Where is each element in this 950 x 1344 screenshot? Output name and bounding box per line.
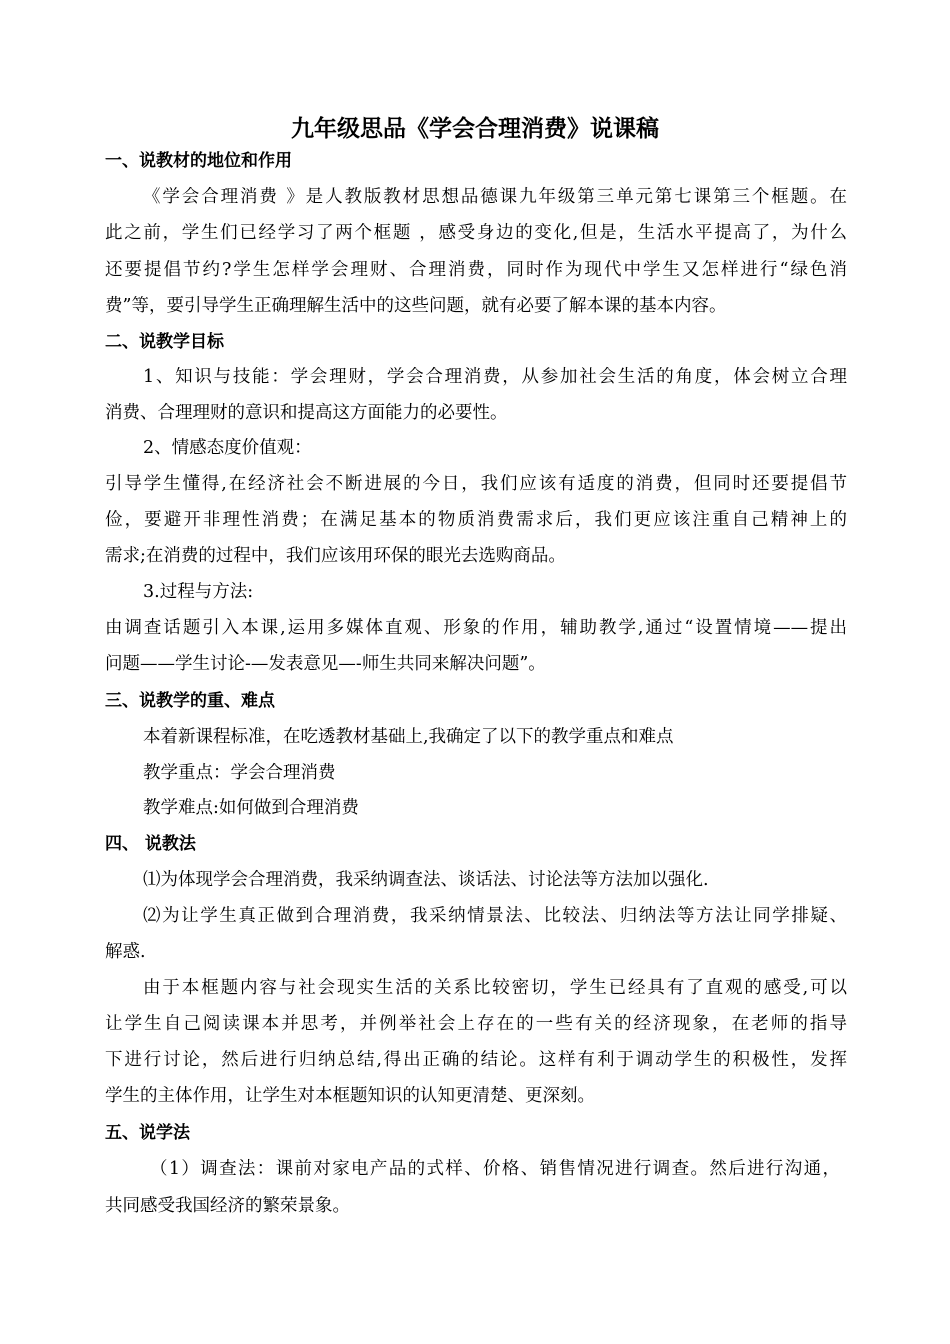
- paragraph-line: 问题——学生讨论-—发表意见—-师生共同来解决问题”。: [105, 654, 546, 674]
- paragraph-line: 学生的主体作用，让学生对本框题知识的认知更清楚、更深刻。: [105, 1086, 595, 1106]
- paragraph-line: ⑵为让学生真正做到合理消费，我采纳情景法、比较法、归纳法等方法让同学排疑、: [143, 906, 847, 926]
- paragraph-line: 2、情感态度价值观：: [143, 438, 312, 458]
- section-heading-key-points: 三、说教学的重、难点: [105, 691, 275, 711]
- paragraph-line: 《学会合理消费 》是人教版教材思想品德课九年级第三单元第七课第三个框题。在: [143, 187, 847, 207]
- paragraph-line: 需求;在消费的过程中，我们应该用环保的眼光去选购商品。: [105, 546, 566, 566]
- paragraph-line: 俭，要避开非理性消费；在满足基本的物质消费需求后，我们更应该注重自己精神上的: [105, 510, 847, 530]
- paragraph-line: 解惑.: [105, 942, 146, 962]
- paragraph-line: 由调查话题引入本课,运用多媒体直观、形象的作用，辅助教学,通过“设置情境——提出: [105, 618, 847, 638]
- paragraph-line: 消费、合理理财的意识和提高这方面能力的必要性。: [105, 403, 508, 423]
- paragraph-line: 此之前，学生们已经学习了两个框题 ，感受身边的变化,但是，生活水平提高了，为什么: [105, 223, 847, 243]
- paragraph-line: （1）调查法：课前对家电产品的式样、价格、销售情况进行调查。然后进行沟通，: [150, 1159, 840, 1179]
- paragraph-line: 1、知识与技能：学会理财，学会合理消费，从参加社会生活的角度，体会树立合理: [143, 367, 847, 387]
- paragraph-line: 还要提倡节约?学生怎样学会理财、合理消费，同时作为现代中学生又怎样进行“绿色消: [105, 260, 847, 280]
- paragraph-line: 让学生自己阅读课本并思考，并例举社会上存在的一些有关的经济现象，在老师的指导: [105, 1014, 847, 1034]
- paragraph-line: ⑴为体现学会合理消费，我采纳调查法、谈话法、讨论法等方法加以强化.: [143, 870, 709, 890]
- section-heading-learning-methods: 五、说学法: [105, 1123, 190, 1143]
- paragraph-line: 由于本框题内容与社会现实生活的关系比较密切，学生已经具有了直观的感受,可以: [143, 978, 847, 998]
- paragraph-line: 引导学生懂得,在经济社会不断进展的今日，我们应该有适度的消费，但同时还要提倡节: [105, 474, 847, 494]
- paragraph-line: 教学重点：学会合理消费: [143, 763, 336, 783]
- document-title: 九年级思品《学会合理消费》说课稿: [291, 116, 659, 142]
- paragraph-line: 下进行讨论，然后进行归纳总结,得出正确的结论。这样有利于调动学生的积极性，发挥: [105, 1050, 847, 1070]
- paragraph-line: 费”等，要引导学生正确理解生活中的这些问题，就有必要了解本课的基本内容。: [105, 296, 727, 316]
- paragraph-line: 本着新课程标准，在吃透教材基础上,我确定了以下的教学重点和难点: [143, 727, 674, 747]
- section-heading-goals: 二、说教学目标: [105, 332, 224, 352]
- paragraph-line: 共同感受我国经济的繁荣景象。: [105, 1196, 350, 1216]
- section-heading-teaching-methods: 四、 说教法: [105, 834, 196, 854]
- section-heading-textbook: 一、说教材的地位和作用: [105, 151, 292, 171]
- paragraph-line: 教学难点:如何做到合理消费: [143, 798, 359, 818]
- paragraph-line: 3.过程与方法:: [143, 582, 254, 602]
